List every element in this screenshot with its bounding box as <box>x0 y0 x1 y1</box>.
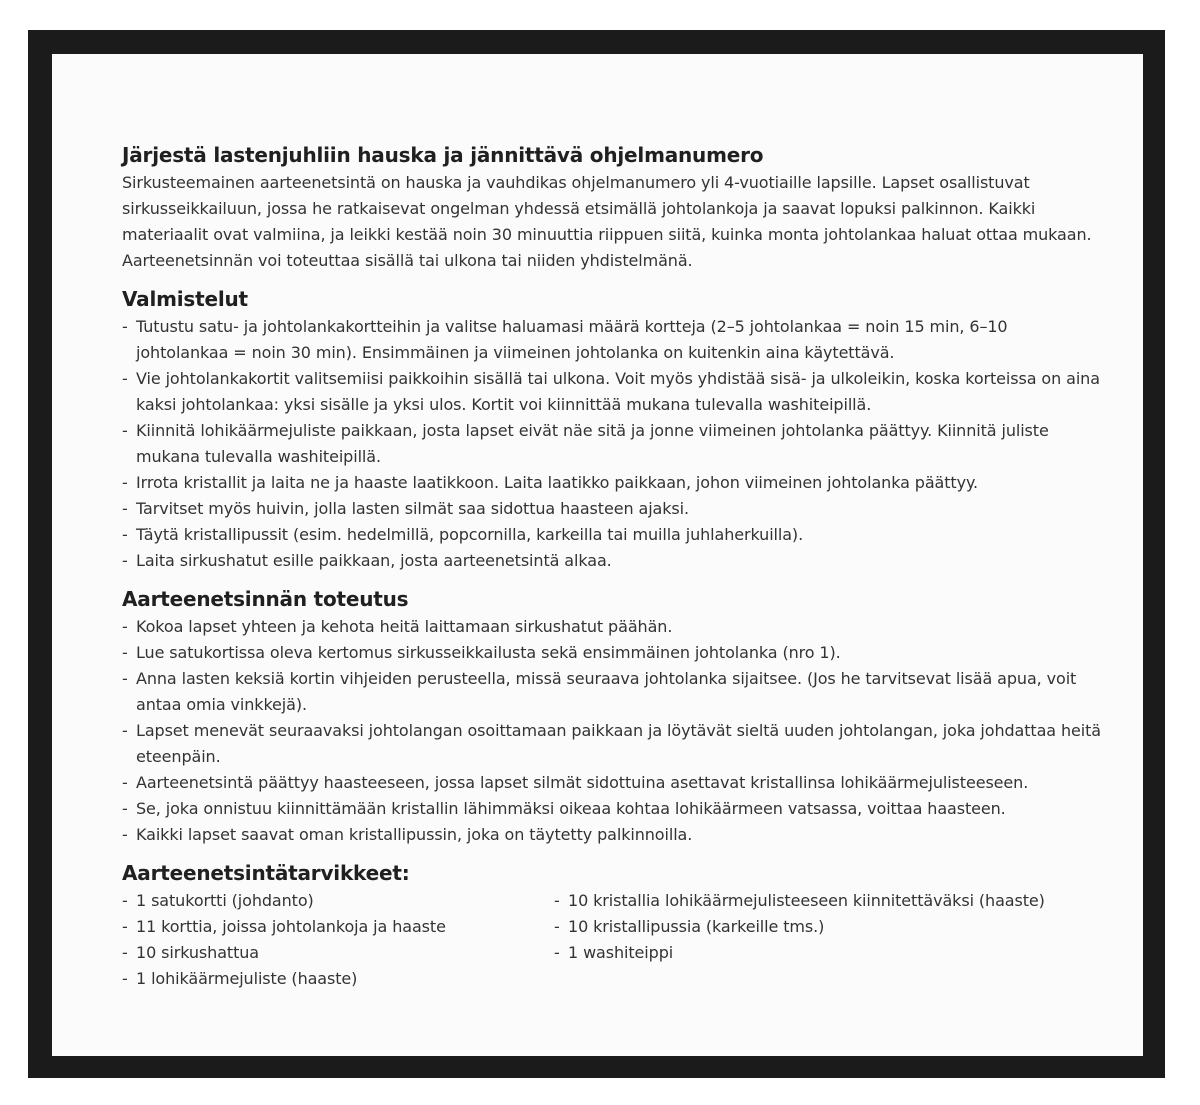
execution-list <box>122 614 1103 848</box>
list-item: - Vie johtolankakortit valitsemiisi paikkoihin sisällä tai ulkona. Voit myös yhdistää sisä- ja ulkoleikin, koska korteissa on aina kaksi johtolankaa: yksi sisälle ja yksi ulos. Kortit voi kiinnittää mukana tulevalla washiteipillä. <box>122 366 1103 418</box>
list-item: - Anna lasten keksiä kortin vihjeiden perusteella, missä seuraava johtolanka sijaitsee. (Jos he tarvitsevat lisää apua, voit antaa omia vinkkejä). <box>122 666 1103 718</box>
supplies-list-right <box>554 888 1045 992</box>
list-item: - 1 washiteippi <box>554 940 1045 966</box>
list-item: - Täytä kristallipussit (esim. hedelmillä, popcornilla, karkeilla tai muilla juhlaherkuilla). <box>122 522 1103 548</box>
list-item: - Kaikki lapset saavat oman kristallipussin, joka on täytetty palkinnoilla. <box>122 822 1103 848</box>
execution-section <box>122 584 1103 848</box>
preparations-list <box>122 314 1103 574</box>
list-item: - 1 lohikäärmejuliste (haaste) <box>122 966 554 992</box>
list-item: - Irrota kristallit ja laita ne ja haaste laatikkoon. Laita laatikko paikkaan, johon viimeinen johtolanka päättyy. <box>122 470 1103 496</box>
supplies-title: Aarteenetsintätarvikkeet: <box>122 861 410 885</box>
list-item: - Kiinnitä lohikäärmejuliste paikkaan, josta lapset eivät näe sitä ja jonne viimeinen johtolanka päättyy. Kiinnitä juliste mukana tulevalla washiteipillä. <box>122 418 1103 470</box>
list-item: - 11 korttia, joissa johtolankoja ja haaste <box>122 914 554 940</box>
supplies-section <box>122 858 1103 992</box>
intro-text: Sirkusteemainen aarteenetsintä on hauska ja vauhdikas ohjelmanumero yli 4-vuotiaille lapsille. Lapset osallistuvat sirkusseikkailuun, jossa he ratkaisevat ongelman yhdessä etsimällä johtolankoja ja saavat lopuksi palkinnon. Kaikki materiaalit ovat valmiina, ja leikki kestää noin 30 minuuttia riippuen siitä, kuinka monta johtolankaa haluat ottaa mukaan. Aarteenetsinnän voi toteuttaa sisällä tai ulkona tai niiden yhdistelmänä. <box>122 173 1092 270</box>
list-item: - Lue satukortissa oleva kertomus sirkusseikkailusta sekä ensimmäinen johtolanka (nro 1). <box>122 640 1103 666</box>
list-item: - Tutustu satu- ja johtolankakortteihin ja valitse haluamasi määrä kortteja (2–5 johtolankaa = noin 15 min, 6–10 johtolankaa = noin 30 min). Ensimmäinen ja viimeinen johtolanka on kuitenkin aina käytettävä. <box>122 314 1103 366</box>
list-item: - Aarteenetsintä päättyy haasteeseen, jossa lapset silmät sidottuina asettavat kristallinsa lohikäärmejulisteeseen. <box>122 770 1103 796</box>
list-item: - 1 satukortti (johdanto) <box>122 888 554 914</box>
supplies-list-left <box>122 888 554 992</box>
preparations-section <box>122 284 1103 574</box>
intro-title: Järjestä lastenjuhliin hauska ja jännittävä ohjelmanumero <box>122 143 764 167</box>
list-item: - 10 kristallipussia (karkeille tms.) <box>554 914 1045 940</box>
list-item: - Kokoa lapset yhteen ja kehota heitä laittamaan sirkushatut päähän. <box>122 614 1103 640</box>
list-item: - Se, joka onnistuu kiinnittämään kristallin lähimmäksi oikeaa kohtaa lohikäärmeen vatsassa, voittaa haasteen. <box>122 796 1103 822</box>
supplies-grid <box>122 888 1103 992</box>
list-item: - Laita sirkushatut esille paikkaan, josta aarteenetsintä alkaa. <box>122 548 1103 574</box>
list-item: - Tarvitset myös huivin, jolla lasten silmät saa sidottua haasteen ajaksi. <box>122 496 1103 522</box>
instruction-card <box>52 54 1143 1056</box>
list-item: - Lapset menevät seuraavaksi johtolangan osoittamaan paikkaan ja löytävät sieltä uuden johtolangan, joka johdattaa heitä eteenpäin. <box>122 718 1103 770</box>
instruction-card-frame <box>28 30 1165 1078</box>
execution-title: Aarteenetsinnän toteutus <box>122 587 409 611</box>
list-item: - 10 sirkushattua <box>122 940 554 966</box>
list-item: - 10 kristallia lohikäärmejulisteeseen kiinnitettäväksi (haaste) <box>554 888 1045 914</box>
intro-section <box>122 140 1103 274</box>
preparations-title: Valmistelut <box>122 287 248 311</box>
